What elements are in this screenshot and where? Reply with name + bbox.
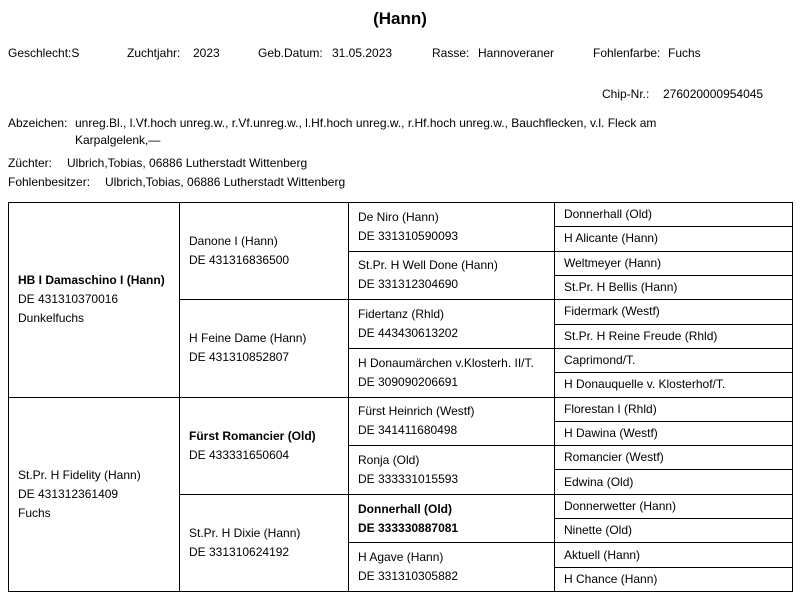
field-zuchtjahr-value: 2023: [193, 46, 220, 60]
horse-name: St.Pr. H Bellis (Hann): [564, 280, 678, 295]
horse-reg: DE 331310590093: [358, 228, 459, 243]
field-gebdatum-value: 31.05.2023: [332, 46, 393, 60]
field-rasse: [432, 46, 554, 60]
pedigree-cell-dam: [9, 397, 179, 592]
pedigree-cell-g4-1: [555, 203, 792, 226]
pedigree-cell-g3-7: [349, 494, 554, 543]
field-abzeichen-value: [75, 116, 656, 150]
horse-name: Fidertanz (Rhld): [358, 307, 445, 322]
pedigree-cell-sire: [9, 203, 179, 397]
horse-name: Fürst Heinrich (Westf): [358, 404, 475, 419]
pedigree-cell-g4-15: [555, 542, 792, 566]
horse-name: St.Pr. H Dixie (Hann): [189, 525, 301, 540]
horse-reg: DE 443430613202: [358, 326, 459, 341]
horse-color: Fuchs: [18, 505, 51, 520]
pedigree-cell-g4-13: [555, 494, 792, 518]
horse-name: H Alicante (Hann): [564, 231, 659, 246]
pedigree-cell-g3-4: [349, 348, 554, 397]
pedigree-cell-g3-6: [349, 445, 554, 494]
horse-name: Florestan I (Rhld): [564, 401, 657, 416]
horse-reg: DE 433331650604: [189, 447, 290, 462]
horse-reg: DE 309090206691: [358, 374, 459, 389]
pedigree-cell-g4-7: [555, 348, 792, 372]
field-zuchtjahr: [127, 46, 220, 60]
horse-reg: DE 431312361409: [18, 486, 119, 501]
horse-color: Dunkelfuchs: [18, 311, 85, 326]
horse-reg: DE 431316836500: [189, 253, 290, 268]
pedigree-cell-g4-5: [555, 299, 792, 323]
horse-name: H Chance (Hann): [564, 571, 658, 586]
horse-name: Fidermark (Westf): [564, 304, 660, 319]
pedigree-cell-g4-8: [555, 372, 792, 396]
horse-name: H Dawina (Westf): [564, 425, 658, 440]
field-abzeichen-label: Abzeichen:: [8, 116, 68, 130]
horse-name: St.Pr. H Reine Freude (Rhld): [564, 328, 718, 343]
pedigree-cell-g4-16: [555, 567, 792, 591]
field-fohlenbesitzer-value: Ulbrich,Tobias, 06886 Lutherstadt Wittenberg: [105, 175, 346, 189]
field-fohlenbesitzer-label: Fohlenbesitzer:: [8, 175, 91, 189]
horse-name: Fürst Romancier (Old): [189, 428, 316, 443]
pedigree-cell-g4-12: [555, 469, 792, 493]
horse-name: HB I Damaschino I (Hann): [18, 273, 165, 288]
field-gebdatum: [258, 46, 392, 60]
horse-name: Danone I (Hann): [189, 234, 278, 249]
pedigree-cell-g3-1: [349, 203, 554, 251]
horse-name: Caprimond/T.: [564, 353, 636, 368]
pedigree-cell-g4-11: [555, 445, 792, 469]
horse-name: Aktuell (Hann): [564, 547, 641, 562]
pedigree-cell-g4-6: [555, 324, 792, 348]
horse-name: Donnerwetter (Hann): [564, 498, 677, 513]
page-title: (Hann): [373, 9, 427, 28]
pedigree-cell-g3-5: [349, 397, 554, 446]
horse-name: H Donaumärchen v.Klosterh. II/T.: [358, 355, 534, 370]
pedigree-cell-g3-3: [349, 299, 554, 348]
horse-name: H Agave (Hann): [358, 550, 444, 565]
field-chip-nr-label: Chip-Nr.:: [602, 87, 650, 101]
field-abzeichen: [8, 116, 656, 150]
horse-name: St.Pr. H Well Done (Hann): [358, 258, 498, 273]
field-rasse-value: Hannoveraner: [478, 46, 555, 60]
field-fohlenfarbe: [593, 46, 701, 60]
pedigree-cell-g4-9: [555, 397, 792, 421]
pedigree-cell-g4-10: [555, 421, 792, 445]
horse-name: Ninette (Old): [564, 523, 633, 538]
pedigree-table: [8, 202, 793, 592]
pedigree-cell-g3-8: [349, 542, 554, 591]
horse-reg: DE 331310624192: [189, 544, 290, 559]
pedigree-cell-g4-4: [555, 275, 792, 299]
field-fohlenfarbe-value: Fuchs: [668, 46, 701, 60]
horse-reg: DE 331310305882: [358, 569, 459, 584]
field-chip-nr-value: 276020000954045: [663, 87, 764, 101]
abzeichen-line2: Karpalgelenk,—: [75, 133, 161, 147]
field-geschlecht-value: S: [71, 46, 80, 60]
field-rasse-label: Rasse:: [432, 46, 470, 60]
horse-name: Romancier (Westf): [564, 450, 664, 465]
pedigree-cell-g3-2: [349, 251, 554, 300]
field-zuechter-label: Züchter:: [8, 156, 53, 170]
field-zuechter: [8, 156, 307, 170]
pedigree-cell-g2-1: [180, 203, 348, 299]
pedigree-cell-g2-4: [180, 494, 348, 591]
field-zuechter-value: Ulbrich,Tobias, 06886 Lutherstadt Wittenberg: [67, 156, 308, 170]
horse-reg: DE 333330887081: [358, 520, 459, 535]
pedigree-generation-2: [179, 203, 348, 591]
pedigree-cell-g4-2: [555, 226, 792, 250]
horse-name: Donnerhall (Old): [564, 207, 653, 222]
field-fohlenbesitzer: [8, 175, 345, 189]
pedigree-cell-g4-3: [555, 251, 792, 275]
field-chip-nr: [602, 87, 763, 101]
horse-reg: DE 333331015593: [358, 471, 459, 486]
horse-reg: DE 431310370016: [18, 292, 119, 307]
horse-reg: DE 431310852807: [189, 350, 290, 365]
horse-reg: DE 331312304690: [358, 277, 459, 292]
horse-name: Weltmeyer (Hann): [564, 255, 662, 270]
horse-name: De Niro (Hann): [358, 209, 439, 224]
abzeichen-line1: unreg.Bl., l.Vf.hoch unreg.w., r.Vf.unreg.w., l.Hf.hoch unreg.w., r.Hf.hoch unreg.w., Bauchflecken, v.l. Fleck am: [75, 116, 657, 130]
pedigree-generation-4: [554, 203, 792, 591]
horse-name: H Donauquelle v. Klosterhof/T.: [564, 377, 726, 392]
horse-name: Ronja (Old): [358, 452, 420, 467]
field-gebdatum-label: Geb.Datum:: [258, 46, 323, 60]
field-geschlecht: [8, 46, 79, 60]
field-fohlenfarbe-label: Fohlenfarbe:: [593, 46, 661, 60]
field-zuchtjahr-label: Zuchtjahr:: [127, 46, 181, 60]
pedigree-cell-g2-2: [180, 299, 348, 396]
horse-name: Edwina (Old): [564, 474, 634, 489]
horse-reg: DE 341411680498: [358, 423, 458, 438]
pedigree-generation-3: [348, 203, 554, 591]
horse-name: H Feine Dame (Hann): [189, 331, 307, 346]
pedigree-cell-g2-3: [180, 397, 348, 494]
horse-name: St.Pr. H Fidelity (Hann): [18, 467, 141, 482]
horse-name: Donnerhall (Old): [358, 501, 452, 516]
field-geschlecht-label: Geschlecht:: [8, 46, 72, 60]
pedigree-generation-1: [9, 203, 179, 591]
pedigree-cell-g4-14: [555, 518, 792, 542]
